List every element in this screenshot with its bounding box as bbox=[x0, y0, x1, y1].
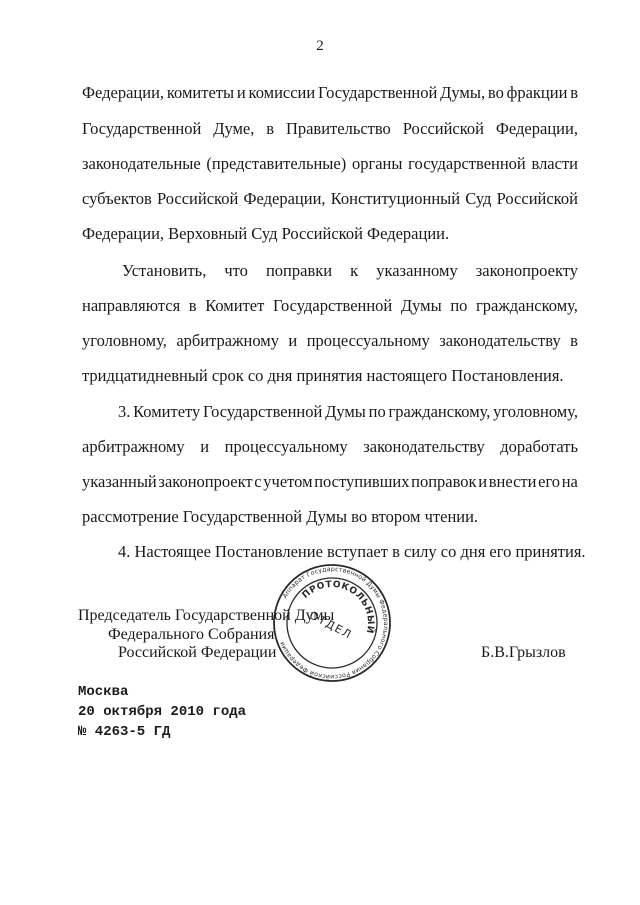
word: гражданскому, bbox=[388, 402, 491, 421]
word: Российской bbox=[156, 189, 239, 208]
word: фракции bbox=[506, 83, 568, 102]
para1-line-1 bbox=[82, 83, 578, 103]
signature-title-line-2: Федерального Собрания bbox=[108, 626, 275, 643]
para2-line-4: тридцатидневный срок со дня принятия настоящего Постановления. bbox=[82, 366, 564, 385]
word: арбитражному bbox=[176, 331, 279, 350]
word: и bbox=[288, 331, 298, 350]
word: власти bbox=[531, 154, 578, 173]
word: в bbox=[570, 331, 578, 350]
word: уголовному, bbox=[82, 331, 167, 350]
word: государственной bbox=[408, 154, 526, 173]
para2-line-1 bbox=[122, 261, 578, 281]
word: Государственной bbox=[203, 402, 323, 421]
word: (представительные) bbox=[206, 154, 347, 173]
word: органы bbox=[351, 154, 403, 173]
word: законопроекту bbox=[475, 261, 578, 280]
page-number: 2 bbox=[316, 38, 324, 54]
word: Государственной bbox=[272, 296, 393, 315]
word: и bbox=[200, 437, 210, 456]
para3-line-1 bbox=[118, 402, 578, 422]
word: Правительство bbox=[285, 119, 391, 138]
word: направляются bbox=[82, 296, 181, 315]
word: законопроект bbox=[158, 472, 253, 491]
word: в bbox=[266, 119, 275, 138]
para1-line-5: Федерации, Верховный Суд Российской Федерации. bbox=[82, 224, 450, 243]
word: законодательству bbox=[363, 437, 485, 456]
word: комитеты bbox=[166, 83, 235, 102]
word: Федерации, bbox=[243, 189, 326, 208]
word: на bbox=[561, 472, 578, 491]
word: процессуальному bbox=[306, 331, 430, 350]
word: указанному bbox=[376, 261, 458, 280]
para1-line-4 bbox=[82, 189, 578, 209]
stamp-inner-text: ПРОТОКОЛЬНЫЙ bbox=[300, 579, 376, 635]
word: и bbox=[478, 472, 488, 491]
word: по bbox=[450, 296, 468, 315]
word: учетом bbox=[263, 472, 313, 491]
para3-line-3 bbox=[82, 472, 578, 492]
word: что bbox=[224, 261, 248, 280]
word: в bbox=[188, 296, 197, 315]
footer-city: Москва bbox=[78, 684, 129, 700]
word: в bbox=[570, 83, 578, 102]
word: Федерации, bbox=[495, 119, 578, 138]
para2-line-2 bbox=[82, 296, 578, 316]
word: арбитражному bbox=[82, 437, 185, 456]
word: Государственной bbox=[82, 119, 202, 138]
word: по bbox=[368, 402, 386, 421]
word: 3. bbox=[118, 402, 131, 421]
word: процессуальному bbox=[224, 437, 348, 456]
word: его bbox=[538, 472, 561, 491]
word: поправки bbox=[265, 261, 333, 280]
signature-title-line-3: Российской Федерации bbox=[118, 644, 277, 661]
word: указанный bbox=[82, 472, 157, 491]
word: гражданскому, bbox=[476, 296, 578, 315]
word: и bbox=[236, 83, 246, 102]
word: поправок bbox=[411, 472, 477, 491]
word: Думы bbox=[325, 402, 366, 421]
word: Комитет bbox=[205, 296, 265, 315]
para3-line-4: рассмотрение Государственной Думы во втором чтении. bbox=[82, 507, 479, 526]
footer-number: № 4263-5 ГД bbox=[78, 724, 171, 740]
stamp-outer-text: Аппарат Государственной Думы Федерального Собрания Российской Федерации bbox=[278, 565, 390, 681]
para1-line-3 bbox=[82, 154, 578, 174]
word: внести bbox=[488, 472, 537, 491]
stamp-center-text: ОТДЕЛ bbox=[307, 608, 355, 642]
word: доработать bbox=[500, 437, 578, 456]
word: поступивших bbox=[314, 472, 410, 491]
word: законодательству bbox=[439, 331, 561, 350]
para4-text: 4. Настоящее Постановление вступает в силу со дня его принятия. bbox=[118, 542, 586, 561]
word: комиссии bbox=[248, 83, 316, 102]
word: во bbox=[487, 83, 504, 102]
para1-line-2 bbox=[82, 119, 578, 139]
word: Государственной bbox=[318, 83, 438, 102]
word: Думе, bbox=[213, 119, 255, 138]
para3-line-2 bbox=[82, 437, 578, 457]
word: Суд bbox=[465, 189, 492, 208]
word: Конституционный bbox=[330, 189, 461, 208]
word: Российской bbox=[496, 189, 578, 208]
para2-line-3 bbox=[82, 331, 578, 351]
word: Установить, bbox=[122, 261, 207, 280]
official-stamp bbox=[272, 563, 392, 683]
signatory-name: Б.В.Грызлов bbox=[481, 644, 566, 661]
word: Российской bbox=[402, 119, 485, 138]
word: Федерации, bbox=[82, 83, 165, 102]
word: субъектов bbox=[82, 189, 152, 208]
word: Комитету bbox=[133, 402, 201, 421]
signature-title-line-1: Председатель Государственной Думы bbox=[78, 607, 335, 624]
word: к bbox=[350, 261, 359, 280]
footer-date: 20 октября 2010 года bbox=[78, 704, 247, 720]
word: Думы, bbox=[440, 83, 486, 102]
word: Думы bbox=[400, 296, 442, 315]
word: уголовному, bbox=[493, 402, 578, 421]
word: с bbox=[254, 472, 262, 491]
word: законодательные bbox=[82, 154, 201, 173]
